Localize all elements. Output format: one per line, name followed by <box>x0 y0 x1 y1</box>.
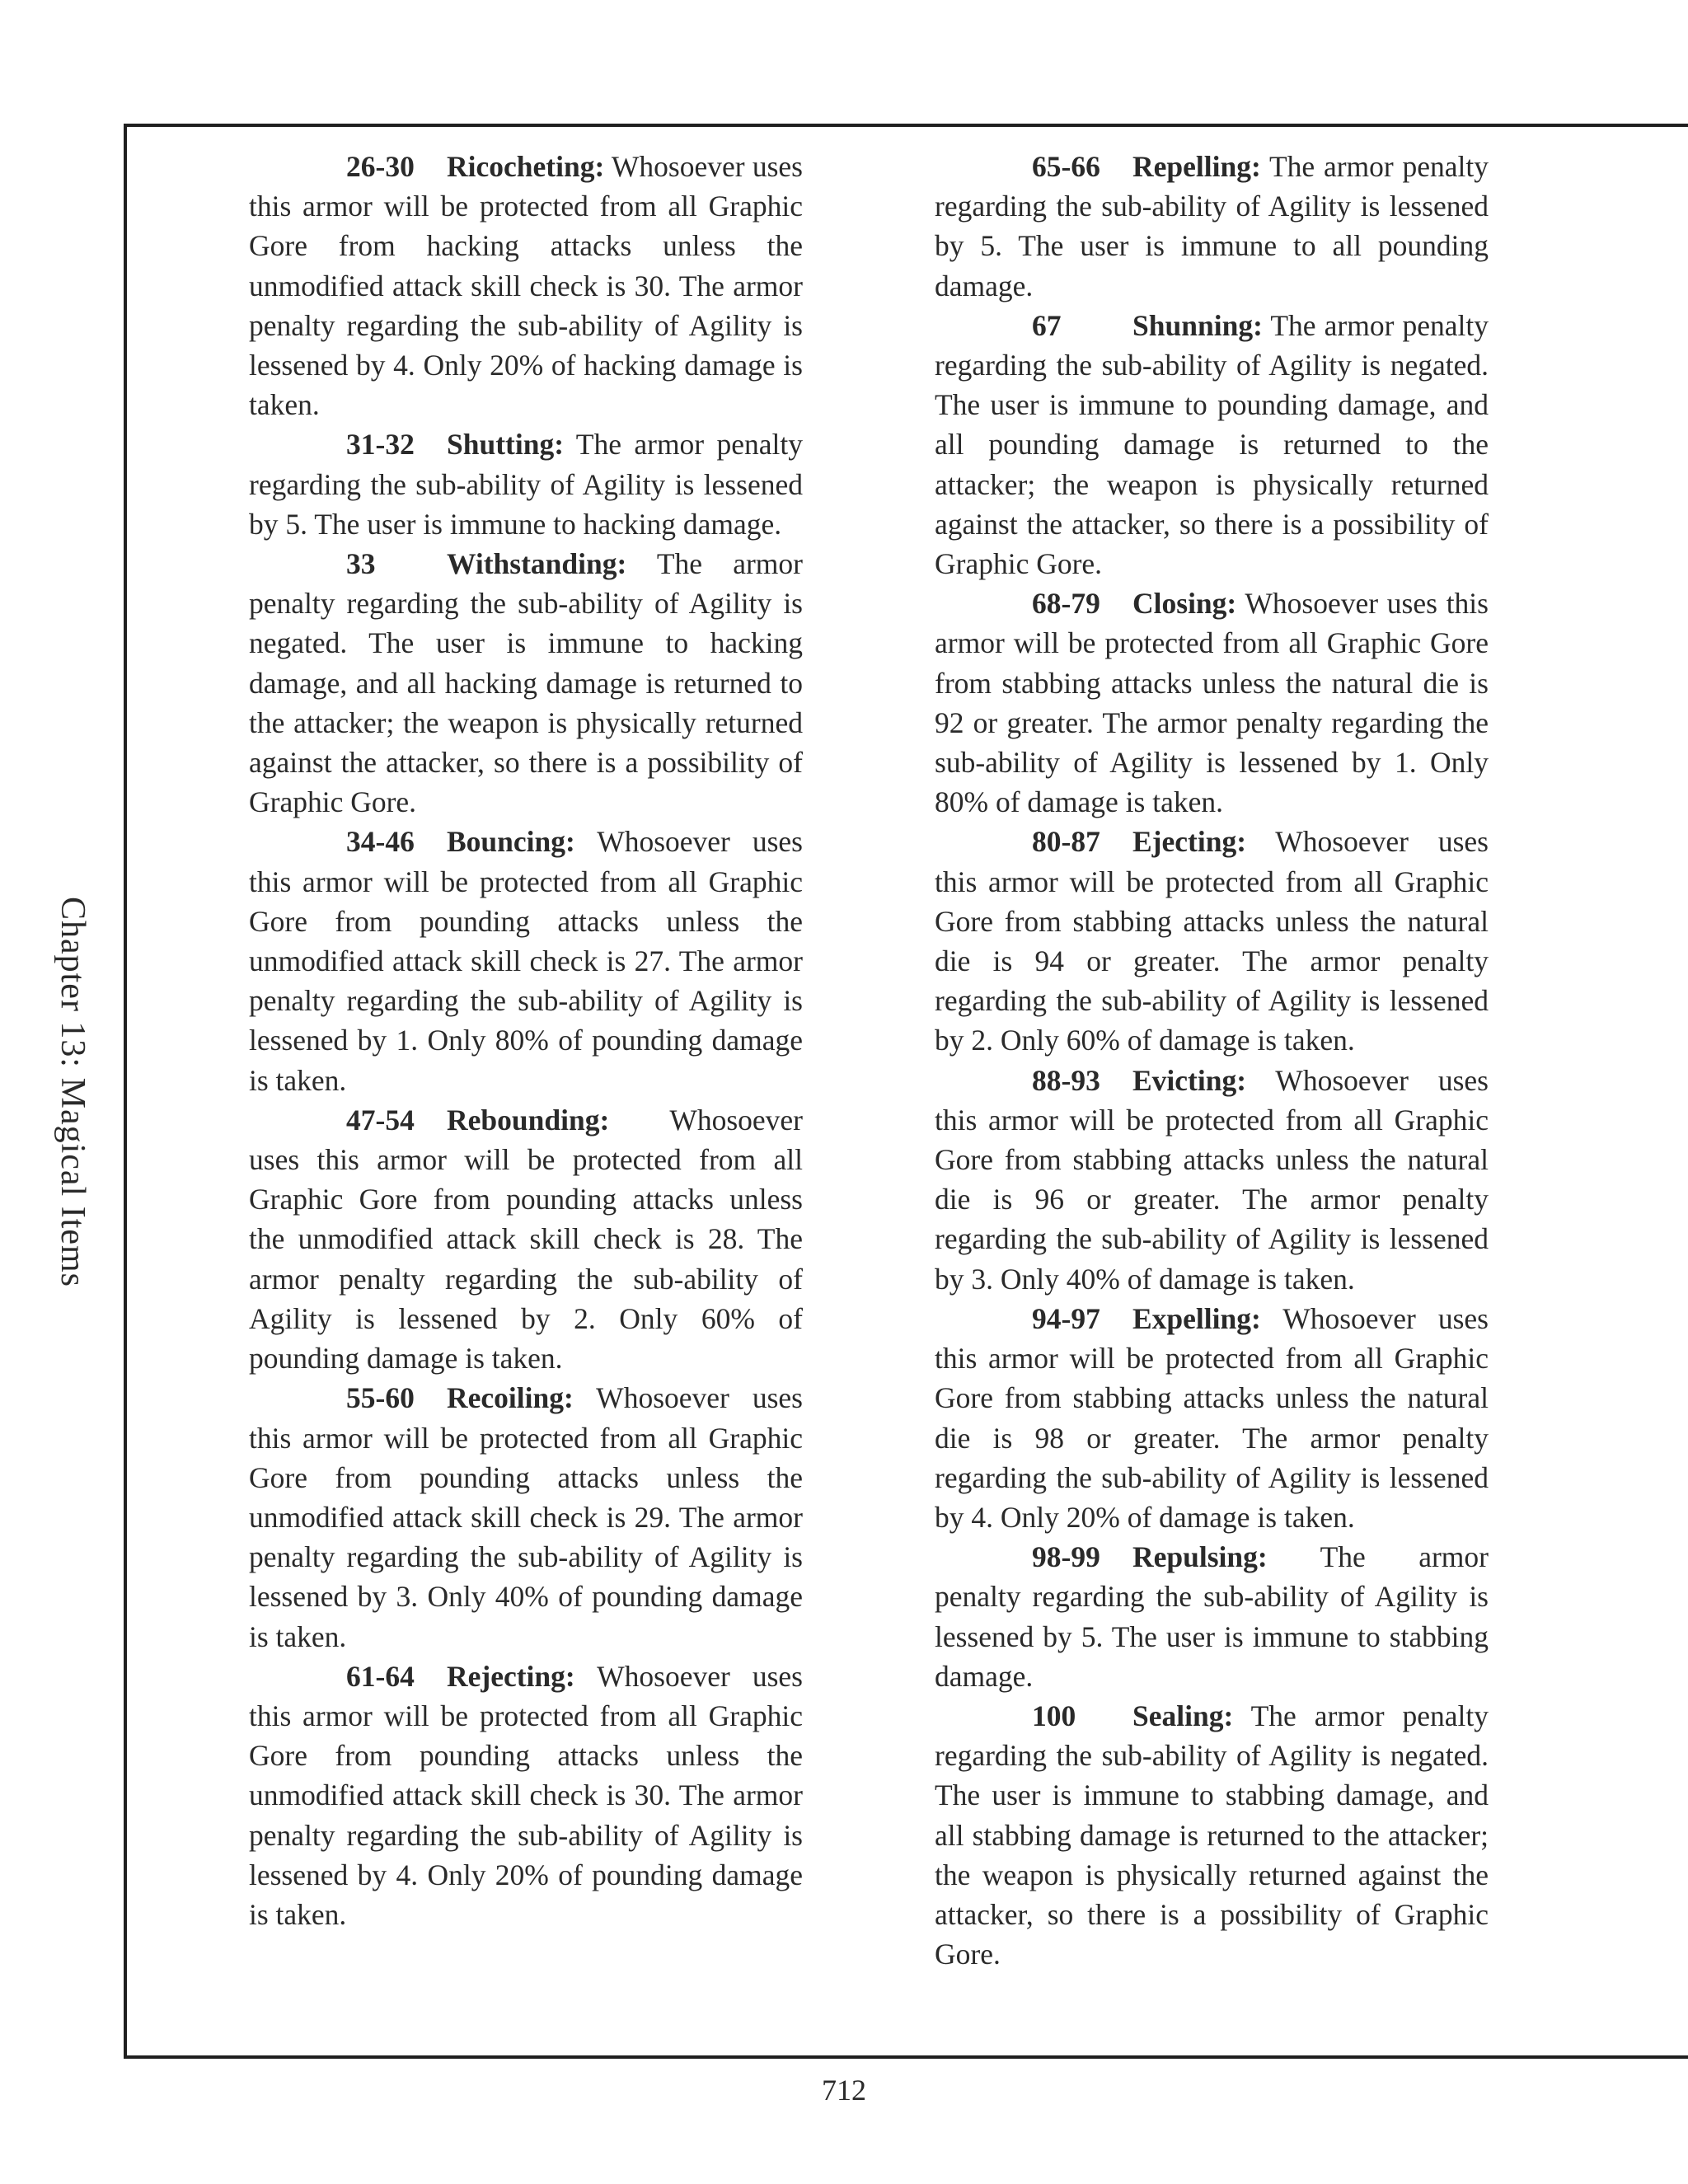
entry-range: 98-99 <box>1032 1540 1100 1574</box>
entry-range: 33 <box>346 547 376 581</box>
entry-expelling <box>935 1299 1489 1537</box>
entry-range: 80-87 <box>1032 825 1100 859</box>
entry-range: 47-54 <box>346 1103 415 1137</box>
entry-text: Whosoever uses this armor will be protected from all Graphic Gore from pounding attacks unless the unmodified attack skill check is 28. The armor penalty regarding the sub-ability of Agility is lessened by 2. Only 60% of pounding damage is taken. <box>249 1103 803 1376</box>
chapter-title: Chapter 13: Magical Items <box>54 896 91 1288</box>
entry-shunning <box>935 306 1489 583</box>
entry-range: 55-60 <box>346 1381 415 1415</box>
page-frame-bottom-rule <box>124 2055 1688 2059</box>
entry-text: Whosoever uses this armor will be protected from all Graphic Gore from pounding attacks unless the unmodified attack skill check is 29. The armor penalty regarding the sub-ability of Agility is lessened by 3. Only 40% of pounding damage is taken. <box>249 1381 803 1653</box>
entry-text: The armor penalty regarding the sub-ability of Agility is negated. The user is immune to pounding damage, and all pounding damage is returned to the attacker; the weapon is physically returned against the attacker, so there is a possibility of Graphic Gore. <box>935 308 1489 581</box>
entry-range: 65-66 <box>1032 150 1100 183</box>
entry-shutting <box>249 424 803 544</box>
entry-text: Whosoever uses this armor will be protected from all Graphic Gore from hacking attacks unless the unmodified attack skill check is 30. The armor penalty regarding the sub-ability of Agility is lessened by 4. Only 20% of hacking damage is taken. <box>249 150 803 422</box>
entry-bouncing <box>249 822 803 1099</box>
entry-range: 31-32 <box>346 428 415 462</box>
entry-name: Bouncing: <box>447 825 575 859</box>
entry-name: Expelling: <box>1132 1301 1261 1335</box>
entry-text: The armor penalty regarding the sub-ability of Agility is negated. The user is immune to hacking damage, and all hacking damage is returned to the attacker; the weapon is physically returned against the attacker, so there is a possibility of Graphic Gore. <box>249 547 803 819</box>
entry-name: Repulsing: <box>1132 1540 1268 1574</box>
entry-range: 26-30 <box>346 150 415 183</box>
entry-text: The armor penalty regarding the sub-ability of Agility is lessened by 5. The user is immune to stabbing damage. <box>935 1540 1489 1693</box>
entry-name: Shunning: <box>1132 308 1263 342</box>
entry-range: 61-64 <box>346 1659 415 1693</box>
entry-range: 88-93 <box>1032 1063 1100 1097</box>
entry-text: Whosoever uses this armor will be protected from all Graphic Gore from stabbing attacks unless the natural die is 94 or greater. The armor penalty regarding the sub-ability of Agility is lessened by 2. Only 60% of damage is taken. <box>935 825 1489 1057</box>
entry-text: The armor penalty regarding the sub-ability of Agility is lessened by 5. The user is immune to all pounding damage. <box>935 150 1489 302</box>
entry-name: Repelling: <box>1132 150 1261 183</box>
entry-repulsing <box>935 1537 1489 1696</box>
page-frame-left-rule <box>124 124 127 2059</box>
entry-name: Recoiling: <box>447 1381 574 1415</box>
entry-text: Whosoever uses this armor will be protected from all Graphic Gore from stabbing attacks unless the natural die is 92 or greater. The armor penalty regarding the sub-ability of Agility is lessened by 1. Only 80% of damage is taken. <box>935 587 1489 819</box>
entry-range: 100 <box>1032 1699 1076 1732</box>
entry-text: Whosoever uses this armor will be protected from all Graphic Gore from stabbing attacks unless the natural die is 96 or greater. The armor penalty regarding the sub-ability of Agility is lessened by 3. Only 40% of damage is taken. <box>935 1063 1489 1296</box>
entry-name: Withstanding: <box>447 547 627 581</box>
entry-name: Rebounding: <box>447 1103 610 1137</box>
entry-ricocheting <box>249 147 803 424</box>
entry-range: 68-79 <box>1032 587 1100 621</box>
entry-evicting <box>935 1061 1489 1299</box>
entry-text: The armor penalty regarding the sub-ability of Agility is negated. The user is immune to stabbing damage, and all stabbing damage is returned to the attacker; the weapon is physically returned against the attacker, so there is a possibility of Graphic Gore. <box>935 1699 1489 1971</box>
entry-name: Shutting: <box>447 428 565 462</box>
entry-name: Sealing: <box>1132 1699 1234 1732</box>
page-frame-top-rule <box>124 124 1688 127</box>
entry-ejecting <box>935 822 1489 1060</box>
entry-name: Ejecting: <box>1132 825 1247 859</box>
entry-name: Ricocheting: <box>447 150 605 183</box>
entry-closing <box>935 583 1489 822</box>
left-column <box>249 147 803 1934</box>
entry-name: Evicting: <box>1132 1063 1247 1097</box>
entry-recoiling <box>249 1378 803 1656</box>
entry-rejecting <box>249 1657 803 1934</box>
entry-repelling <box>935 147 1489 306</box>
entry-rebounding <box>249 1100 803 1378</box>
entry-name: Closing: <box>1132 587 1237 621</box>
entry-text: Whosoever uses this armor will be protected from all Graphic Gore from pounding attacks unless the unmodified attack skill check is 27. The armor penalty regarding the sub-ability of Agility is lessened by 1. Only 80% of pounding damage is taken. <box>249 825 803 1097</box>
entry-range: 34-46 <box>346 825 415 859</box>
entry-range: 94-97 <box>1032 1301 1100 1335</box>
entry-text: Whosoever uses this armor will be protected from all Graphic Gore from stabbing attacks unless the natural die is 98 or greater. The armor penalty regarding the sub-ability of Agility is lessened by 4. Only 20% of damage is taken. <box>935 1301 1489 1534</box>
entry-withstanding <box>249 544 803 822</box>
right-column <box>935 147 1489 1974</box>
entry-name: Rejecting: <box>447 1659 575 1693</box>
entry-range: 67 <box>1032 308 1062 342</box>
page-number: 712 <box>822 2074 866 2107</box>
entry-text: Whosoever uses this armor will be protected from all Graphic Gore from pounding attacks unless the unmodified attack skill check is 30. The armor penalty regarding the sub-ability of Agility is lessened by 4. Only 20% of pounding damage is taken. <box>249 1659 803 1931</box>
entry-text: The armor penalty regarding the sub-ability of Agility is lessened by 5. The user is immune to hacking damage. <box>249 428 803 541</box>
entry-sealing <box>935 1696 1489 1974</box>
